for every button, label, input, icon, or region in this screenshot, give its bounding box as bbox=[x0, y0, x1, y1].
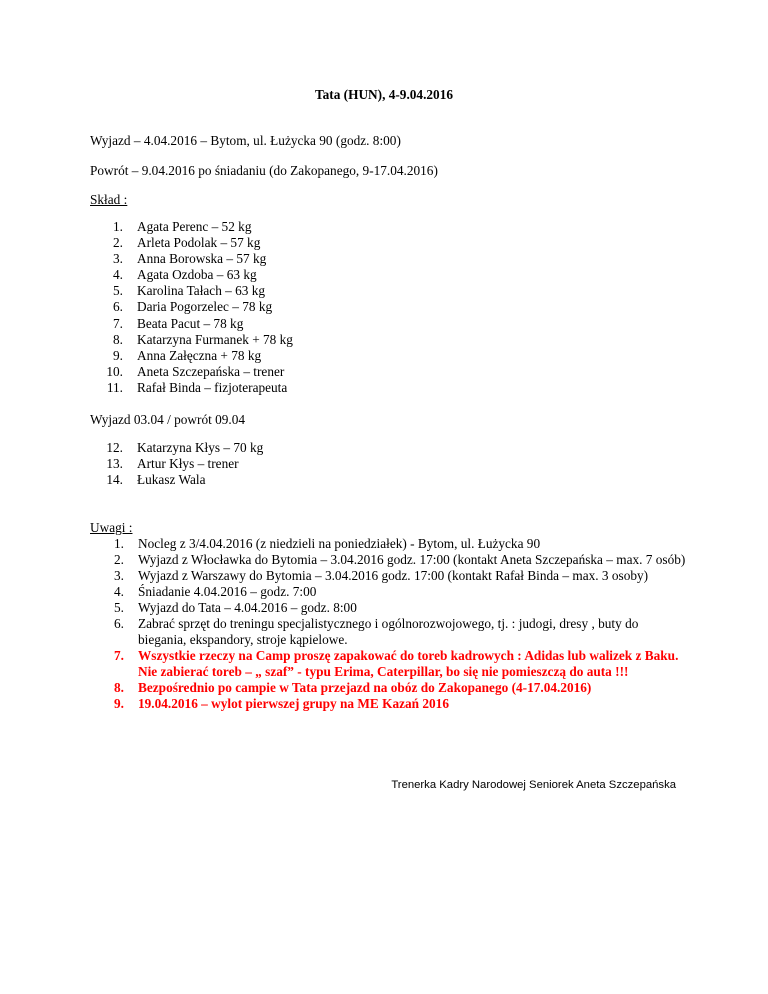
note-item-number: 1. bbox=[114, 536, 124, 551]
note-item-text: Nocleg z 3/4.04.2016 (z niedzieli na poniedziałek) - Bytom, ul. Łużycka 90 bbox=[138, 536, 541, 551]
squad-item-number: 6. bbox=[113, 299, 123, 315]
note-item-number: 6. bbox=[114, 616, 124, 631]
note-item bbox=[90, 568, 690, 584]
second-group-item-number: 14. bbox=[106, 472, 123, 488]
note-item bbox=[90, 696, 690, 712]
squad-list bbox=[90, 219, 293, 396]
second-group-item bbox=[90, 456, 263, 472]
squad-heading: Skład : bbox=[90, 192, 128, 207]
note-item-number: 4. bbox=[114, 584, 124, 599]
second-group-item bbox=[90, 472, 263, 488]
squad-item-text: Arleta Podolak – 57 kg bbox=[137, 235, 261, 251]
notes-heading: Uwagi : bbox=[90, 520, 133, 535]
squad-item-number: 1. bbox=[113, 219, 123, 234]
note-item bbox=[90, 600, 690, 616]
squad-item bbox=[90, 251, 293, 267]
squad-item bbox=[90, 219, 293, 235]
return-line: Powrót – 9.04.2016 po śniadaniu (do Zakopanego, 9-17.04.2016) bbox=[90, 163, 438, 178]
squad-item-number: 10. bbox=[106, 363, 123, 379]
squad-item-text: Katarzyna Furmanek + 78 kg bbox=[137, 331, 293, 347]
note-item bbox=[90, 616, 690, 648]
note-item-number: 3. bbox=[114, 568, 124, 583]
second-group-item-text: Katarzyna Kłys – 70 kg bbox=[137, 440, 264, 455]
squad-item-text: Rafał Binda – fizjoterapeuta bbox=[137, 379, 288, 395]
second-group-item bbox=[90, 440, 263, 456]
second-group-item-number: 13. bbox=[106, 456, 123, 472]
squad-item-number: 7. bbox=[113, 315, 123, 331]
squad-item-number: 4. bbox=[113, 267, 123, 283]
squad-item bbox=[90, 348, 293, 364]
notes-list bbox=[90, 536, 690, 712]
squad-item-number: 2. bbox=[113, 235, 123, 251]
squad-item bbox=[90, 380, 293, 396]
note-item bbox=[90, 648, 690, 680]
squad-item-number: 8. bbox=[113, 331, 123, 347]
squad-item-text: Anna Załęczna + 78 kg bbox=[137, 347, 262, 363]
squad-item-text: Karolina Tałach – 63 kg bbox=[137, 283, 266, 299]
squad-item-text: Aneta Szczepańska – trener bbox=[137, 363, 285, 379]
second-group-heading: Wyjazd 03.04 / powrót 09.04 bbox=[90, 412, 246, 427]
note-item-text: Zabrać sprzęt do treningu specjalistycznego i ogólnorozwojowego, tj. : judogi, dresy , buty do biegania, ekspandory, stroje kąpielowe. bbox=[138, 616, 639, 647]
second-group-item-text: Artur Kłys – trener bbox=[137, 456, 239, 472]
departure-line: Wyjazd – 4.04.2016 – Bytom, ul. Łużycka 90 (godz. 8:00) bbox=[90, 133, 401, 148]
note-item-number: 7. bbox=[114, 648, 124, 663]
second-group-item-number: 12. bbox=[106, 440, 123, 455]
squad-item-number: 9. bbox=[113, 347, 123, 363]
squad-item-text: Beata Pacut – 78 kg bbox=[137, 315, 244, 331]
note-item bbox=[90, 584, 690, 600]
squad-item-text: Agata Ozdoba – 63 kg bbox=[137, 267, 257, 283]
note-item-number: 2. bbox=[114, 552, 124, 567]
squad-item bbox=[90, 267, 293, 283]
document-title: Tata (HUN), 4-9.04.2016 bbox=[314, 87, 453, 102]
note-item bbox=[90, 552, 690, 568]
squad-item bbox=[90, 235, 293, 251]
second-group-list bbox=[90, 440, 263, 488]
squad-item bbox=[90, 332, 293, 348]
note-item bbox=[90, 536, 690, 552]
squad-item-text: Daria Pogorzelec – 78 kg bbox=[137, 299, 273, 315]
note-item-text: Bezpośrednio po campie w Tata przejazd na obóz do Zakopanego (4-17.04.2016) bbox=[138, 680, 592, 695]
note-item-number: 9. bbox=[114, 696, 124, 711]
squad-item bbox=[90, 299, 293, 315]
note-item bbox=[90, 680, 690, 696]
squad-item-text: Anna Borowska – 57 kg bbox=[137, 251, 267, 267]
squad-item-number: 11. bbox=[106, 379, 123, 395]
squad-item-text: Agata Perenc – 52 kg bbox=[137, 219, 252, 234]
signature: Trenerka Kadry Narodowej Seniorek Aneta Szczepańska bbox=[391, 779, 676, 791]
squad-item bbox=[90, 316, 293, 332]
squad-item bbox=[90, 283, 293, 299]
squad-item-number: 3. bbox=[113, 251, 123, 267]
note-item-number: 5. bbox=[114, 600, 124, 615]
note-item-text: 19.04.2016 – wylot pierwszej grupy na ME Kazań 2016 bbox=[138, 696, 449, 711]
note-item-text: Wyjazd z Warszawy do Bytomia – 3.04.2016 godz. 17:00 (kontakt Rafał Binda – max. 3 osoby) bbox=[138, 568, 649, 583]
note-item-text: Wszystkie rzeczy na Camp proszę zapakować do toreb kadrowych : Adidas lub walizek z Baku. Nie zabierać toreb – „ szaf” - typu Erima, Caterpillar, bo się nie pomieszczą do auta !!! bbox=[138, 648, 679, 679]
note-item-text: Wyjazd z Włocławka do Bytomia – 3.04.2016 godz. 17:00 (kontakt Aneta Szczepańska – max. 7 osób) bbox=[138, 552, 686, 567]
note-item-number: 8. bbox=[114, 680, 124, 695]
squad-item-number: 5. bbox=[113, 283, 123, 299]
second-group-item-text: Łukasz Wala bbox=[137, 472, 206, 488]
squad-item bbox=[90, 364, 293, 380]
note-item-text: Śniadanie 4.04.2016 – godz. 7:00 bbox=[138, 584, 317, 599]
note-item-text: Wyjazd do Tata – 4.04.2016 – godz. 8:00 bbox=[138, 600, 357, 615]
